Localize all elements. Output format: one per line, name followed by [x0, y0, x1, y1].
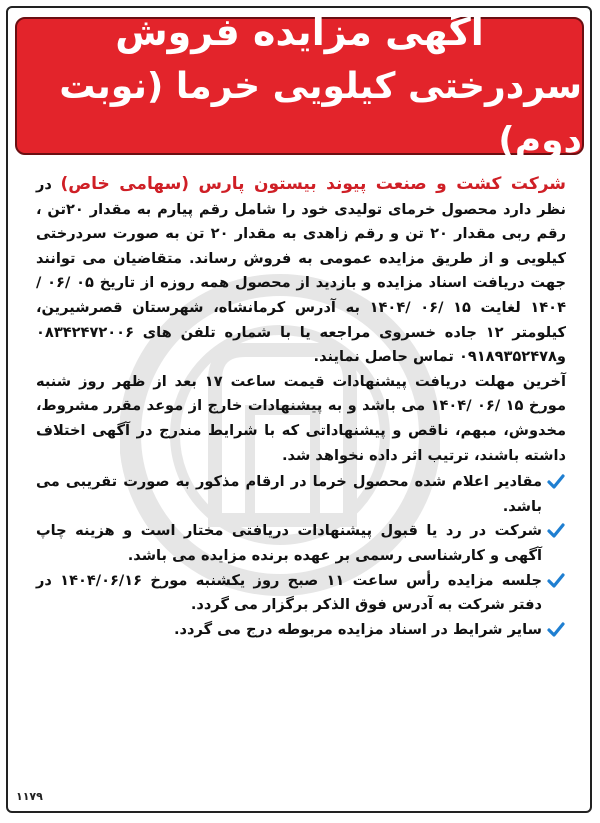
title-banner: [15, 10, 584, 161]
check-icon: [546, 620, 566, 640]
title-line-2: سردرختی کیلویی خرما (نوبت دوم): [59, 66, 582, 161]
list-item-text: شرکت در رد یا قبول پیشنهادات دریافتی مختار است و هزینه چاپ آگهی و کارشناسی رسمی بر عهده برنده مزایده می باشد.: [36, 522, 542, 564]
check-icon: [546, 472, 566, 492]
list-item-text: جلسه مزایده رأس ساعت ۱۱ صبح روز یکشنبه مورخ ۱۴۰۴/۰۶/۱۶ در دفتر شرکت به آدرس فوق الذکر برگزار می گردد.: [36, 571, 542, 614]
intro-text: در نظر دارد محصول خرمای تولیدی خود را شامل رقم پیارم به مقدار ۲۰تن ، رقم ربی مقدار ۲۰ تن و رقم زاهدی به مقدار ۲۰ تن به صورت سردرختی کیلویی و از طریق مزایده عمومی به فروش رساند. متقاضیان می توانند جهت دریافت اسناد مزایده و بازدید از محصول همه روزه از تاریخ ۰۵ /۰۶ /۱۴۰۴ لغایت ۱۵ /۰۶ /۱۴۰۴ به آدرس کرمانشاه، شهرستان قصرشیرین، کیلومتر ۱۲ جاده خسروی مراجعه یا با شماره تلفن های ۰۸۳۴۲۴۷۲۰۰۶ و۰۹۱۸۹۳۵۲۴۷۸ تماس حاصل نمایند.: [36, 176, 567, 366]
list-item: [36, 569, 566, 618]
check-icon: [546, 571, 566, 591]
list-item: [36, 519, 566, 568]
intro-paragraph: [36, 172, 566, 370]
deadline-paragraph: آخرین مهلت دریافت پیشنهادات قیمت ساعت ۱۷ بعد از ظهر روز شنبه مورخ ۱۵ /۰۶ /۱۴۰۴ می باشد و به پیشنهادات خارج از موعد مقرر مشروط، مخدوش، مبهم، ناقص و پیشنهاداتی که با شرایط مندرج در آگهی اختلاف داشته باشند، ترتیب اثر داده نخواهد شد.: [36, 372, 566, 464]
title-line-1: آگهی مزایده فروش: [115, 10, 484, 54]
list-item-text: سایر شرایط در اسناد مزایده مربوطه درج می گردد.: [173, 620, 542, 638]
conditions-list: [36, 470, 566, 642]
check-icon: [546, 521, 566, 541]
list-item: [36, 618, 566, 643]
ad-code: ۱۱۷۹: [16, 790, 43, 803]
company-name: شرکت کشت و صنعت پیوند بیستون پارس (سهامی خاص): [60, 174, 566, 194]
list-item-text: مقادیر اعلام شده محصول خرما در ارقام مذکور به صورت تقریبی می باشد.: [36, 473, 542, 515]
notice-body: [36, 172, 566, 642]
list-item: [36, 470, 566, 519]
